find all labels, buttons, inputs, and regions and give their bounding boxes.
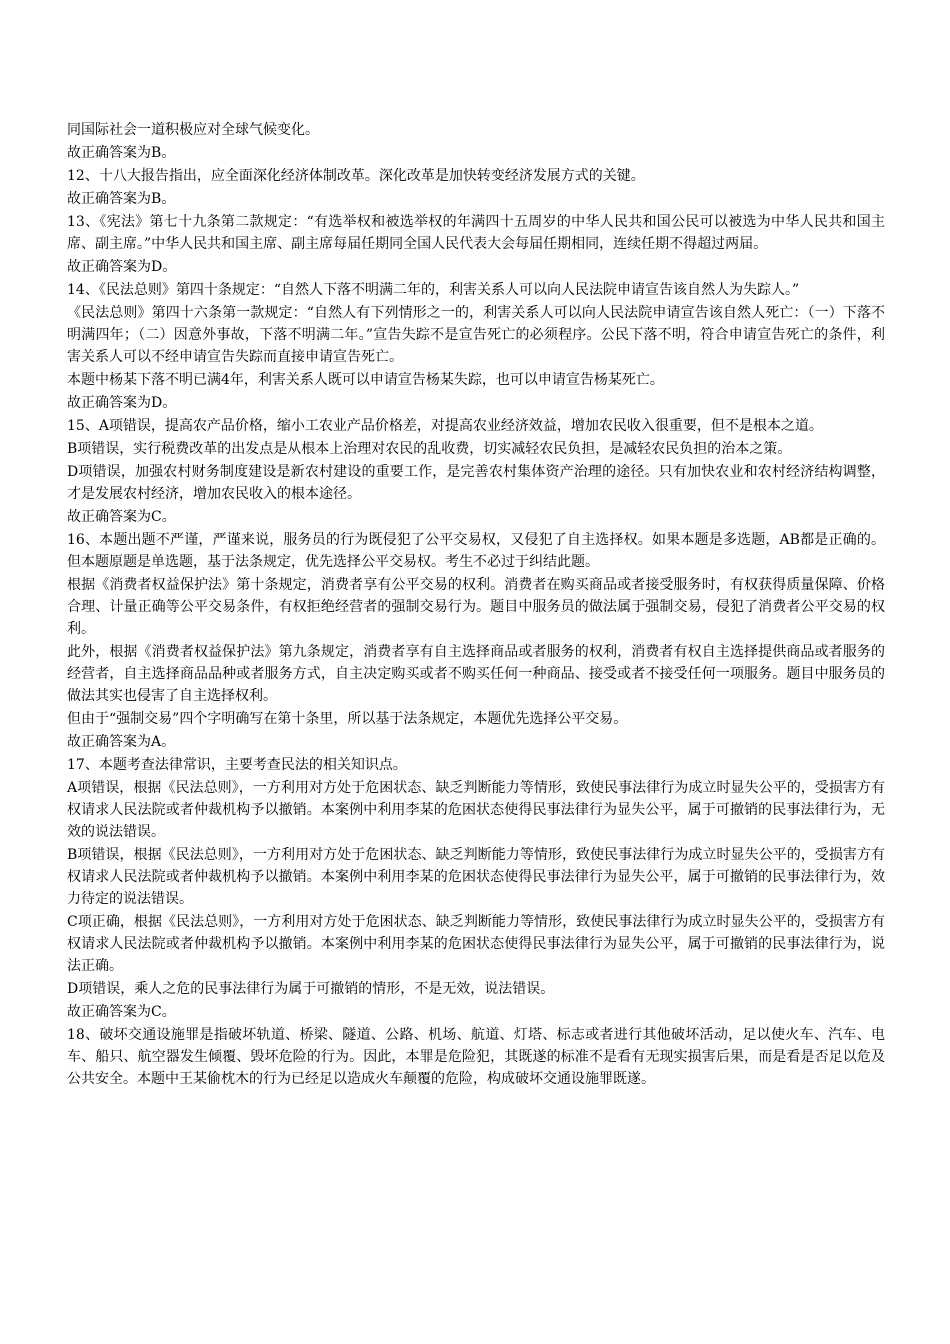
document-page: [67, 119, 885, 1091]
paragraph: A项错误，根据《民法总则》，一方利用对方处于危困状态、缺乏判断能力等情形，致使民事法律行为成立时显失公平的，受损害方有权请求人民法院或者仲裁机构予以撤销。本案例中利用李某的危困状态使得民事法律行为显失公平，属于可撤销的民事法律行为，无效的说法错误。: [67, 780, 885, 840]
answer-line: 故正确答案为B。: [67, 191, 176, 207]
paragraph: 《民法总则》第四十六条第一款规定：“自然人有下列情形之一的，利害关系人可以向人民法院申请宣告该自然人死亡：（一）下落不明满四年；（二）因意外事故，下落不明满二年。”宣告失踪不是宣告死亡的必须程序。公民下落不明，符合申请宣告死亡的条件，利害关系人可以不经申请宣告失踪而直接申请宣告死亡。: [67, 305, 885, 365]
question-16-explanation: 16、本题出题不严谨，严谨来说，服务员的行为既侵犯了公平交易权，又侵犯了自主选择权。如果本题是多选题，AB都是正确的。但本题原题是单选题，基于法条规定，优先选择公平交易权。考生不必过于纠结此题。: [67, 532, 885, 570]
paragraph: D项错误，加强农村财务制度建设是新农村建设的重要工作，是完善农村集体资产治理的途径。只有加快农业和农村经济结构调整，才是发展农村经济，增加农民收入的根本途径。: [67, 464, 885, 502]
question-15-explanation: 15、A项错误，提高农产品价格，缩小工农业产品价格差，对提高农业经济效益，增加农民收入很重要，但不是根本之道。: [67, 418, 823, 434]
answer-line: 故正确答案为D。: [67, 259, 177, 275]
paragraph: B项错误，实行税费改革的出发点是从根本上治理对农民的乱收费，切实减轻农民负担，是减轻农民负担的治本之策。: [67, 441, 792, 457]
paragraph: C项正确，根据《民法总则》，一方利用对方处于危困状态、缺乏判断能力等情形，致使民事法律行为成立时显失公平的，受损害方有权请求人民法院或者仲裁机构予以撤销。本案例中利用李某的危困状态使得民事法律行为显失公平，属于可撤销的民事法律行为，说法正确。: [67, 914, 885, 974]
paragraph: 但由于“强制交易”四个字明确写在第十条里，所以基于法条规定，本题优先选择公平交易。: [67, 711, 628, 727]
answer-line: 故正确答案为D。: [67, 395, 177, 411]
question-17-explanation: 17、本题考查法律常识，主要考查民法的相关知识点。: [67, 757, 407, 773]
paragraph: 此外，根据《消费者权益保护法》第九条规定，消费者享有自主选择商品或者服务的权利，消费者有权自主选择提供商品或者服务的经营者，自主选择商品品种或者服务方式，自主决定购买或者不购买任何一种商品、接受或者不接受任何一项服务。题目中服务员的做法其实也侵害了自主选择权利。: [67, 644, 885, 704]
paragraph: 本题中杨某下落不明已满4年，利害关系人既可以申请宣告杨某失踪，也可以申请宣告杨某死亡。: [67, 372, 664, 388]
answer-line: 故正确答案为A。: [67, 734, 176, 750]
question-14-explanation: 14、《民法总则》第四十条规定：“自然人下落不明满二年的，利害关系人可以向人民法院申请宣告该自然人为失踪人。”: [67, 282, 800, 298]
answer-line: 故正确答案为B。: [67, 145, 176, 161]
paragraph: B项错误，根据《民法总则》，一方利用对方处于危困状态、缺乏判断能力等情形，致使民事法律行为成立时显失公平的，受损害方有权请求人民法院或者仲裁机构予以撤销。本案例中利用李某的危困状态使得民事法律行为显失公平，属于可撤销的民事法律行为，效力待定的说法错误。: [67, 847, 885, 907]
paragraph: 根据《消费者权益保护法》第十条规定，消费者享有公平交易的权利。消费者在购买商品或者接受服务时，有权获得质量保障、价格合理、计量正确等公平交易条件，有权拒绝经营者的强制交易行为。题目中服务员的做法属于强制交易，侵犯了消费者公平交易的权利。: [67, 577, 885, 637]
question-12-explanation: 12、十八大报告指出，应全面深化经济体制改革。深化改革是加快转变经济发展方式的关键。: [67, 168, 645, 184]
question-13-explanation: 13、《宪法》第七十九条第二款规定：“有选举权和被选举权的年满四十五周岁的中华人民共和国公民可以被选为中华人民共和国主席、副主席。”中华人民共和国主席、副主席每届任期同全国人民代表大会每届任期相同，连续任期不得超过两届。: [67, 214, 885, 252]
paragraph: D项错误，乘人之危的民事法律行为属于可撤销的情形，不是无效，说法错误。: [67, 981, 555, 997]
question-18-explanation: 18、破坏交通设施罪是指破坏轨道、桥梁、隧道、公路、机场、航道、灯塔、标志或者进行其他破坏活动，足以使火车、汽车、电车、船只、航空器发生倾覆、毁坏危险的行为。因此，本罪是危险犯，其既遂的标准不是看有无现实损害后果，而是看是否足以危及公共安全。本题中王某偷枕木的行为已经足以造成火车颠覆的危险，构成破坏交通设施罪既遂。: [67, 1027, 885, 1087]
answer-line: 故正确答案为C。: [67, 1004, 176, 1020]
answer-line: 故正确答案为C。: [67, 509, 176, 525]
paragraph: 同国际社会一道积极应对全球气候变化。: [67, 122, 319, 138]
